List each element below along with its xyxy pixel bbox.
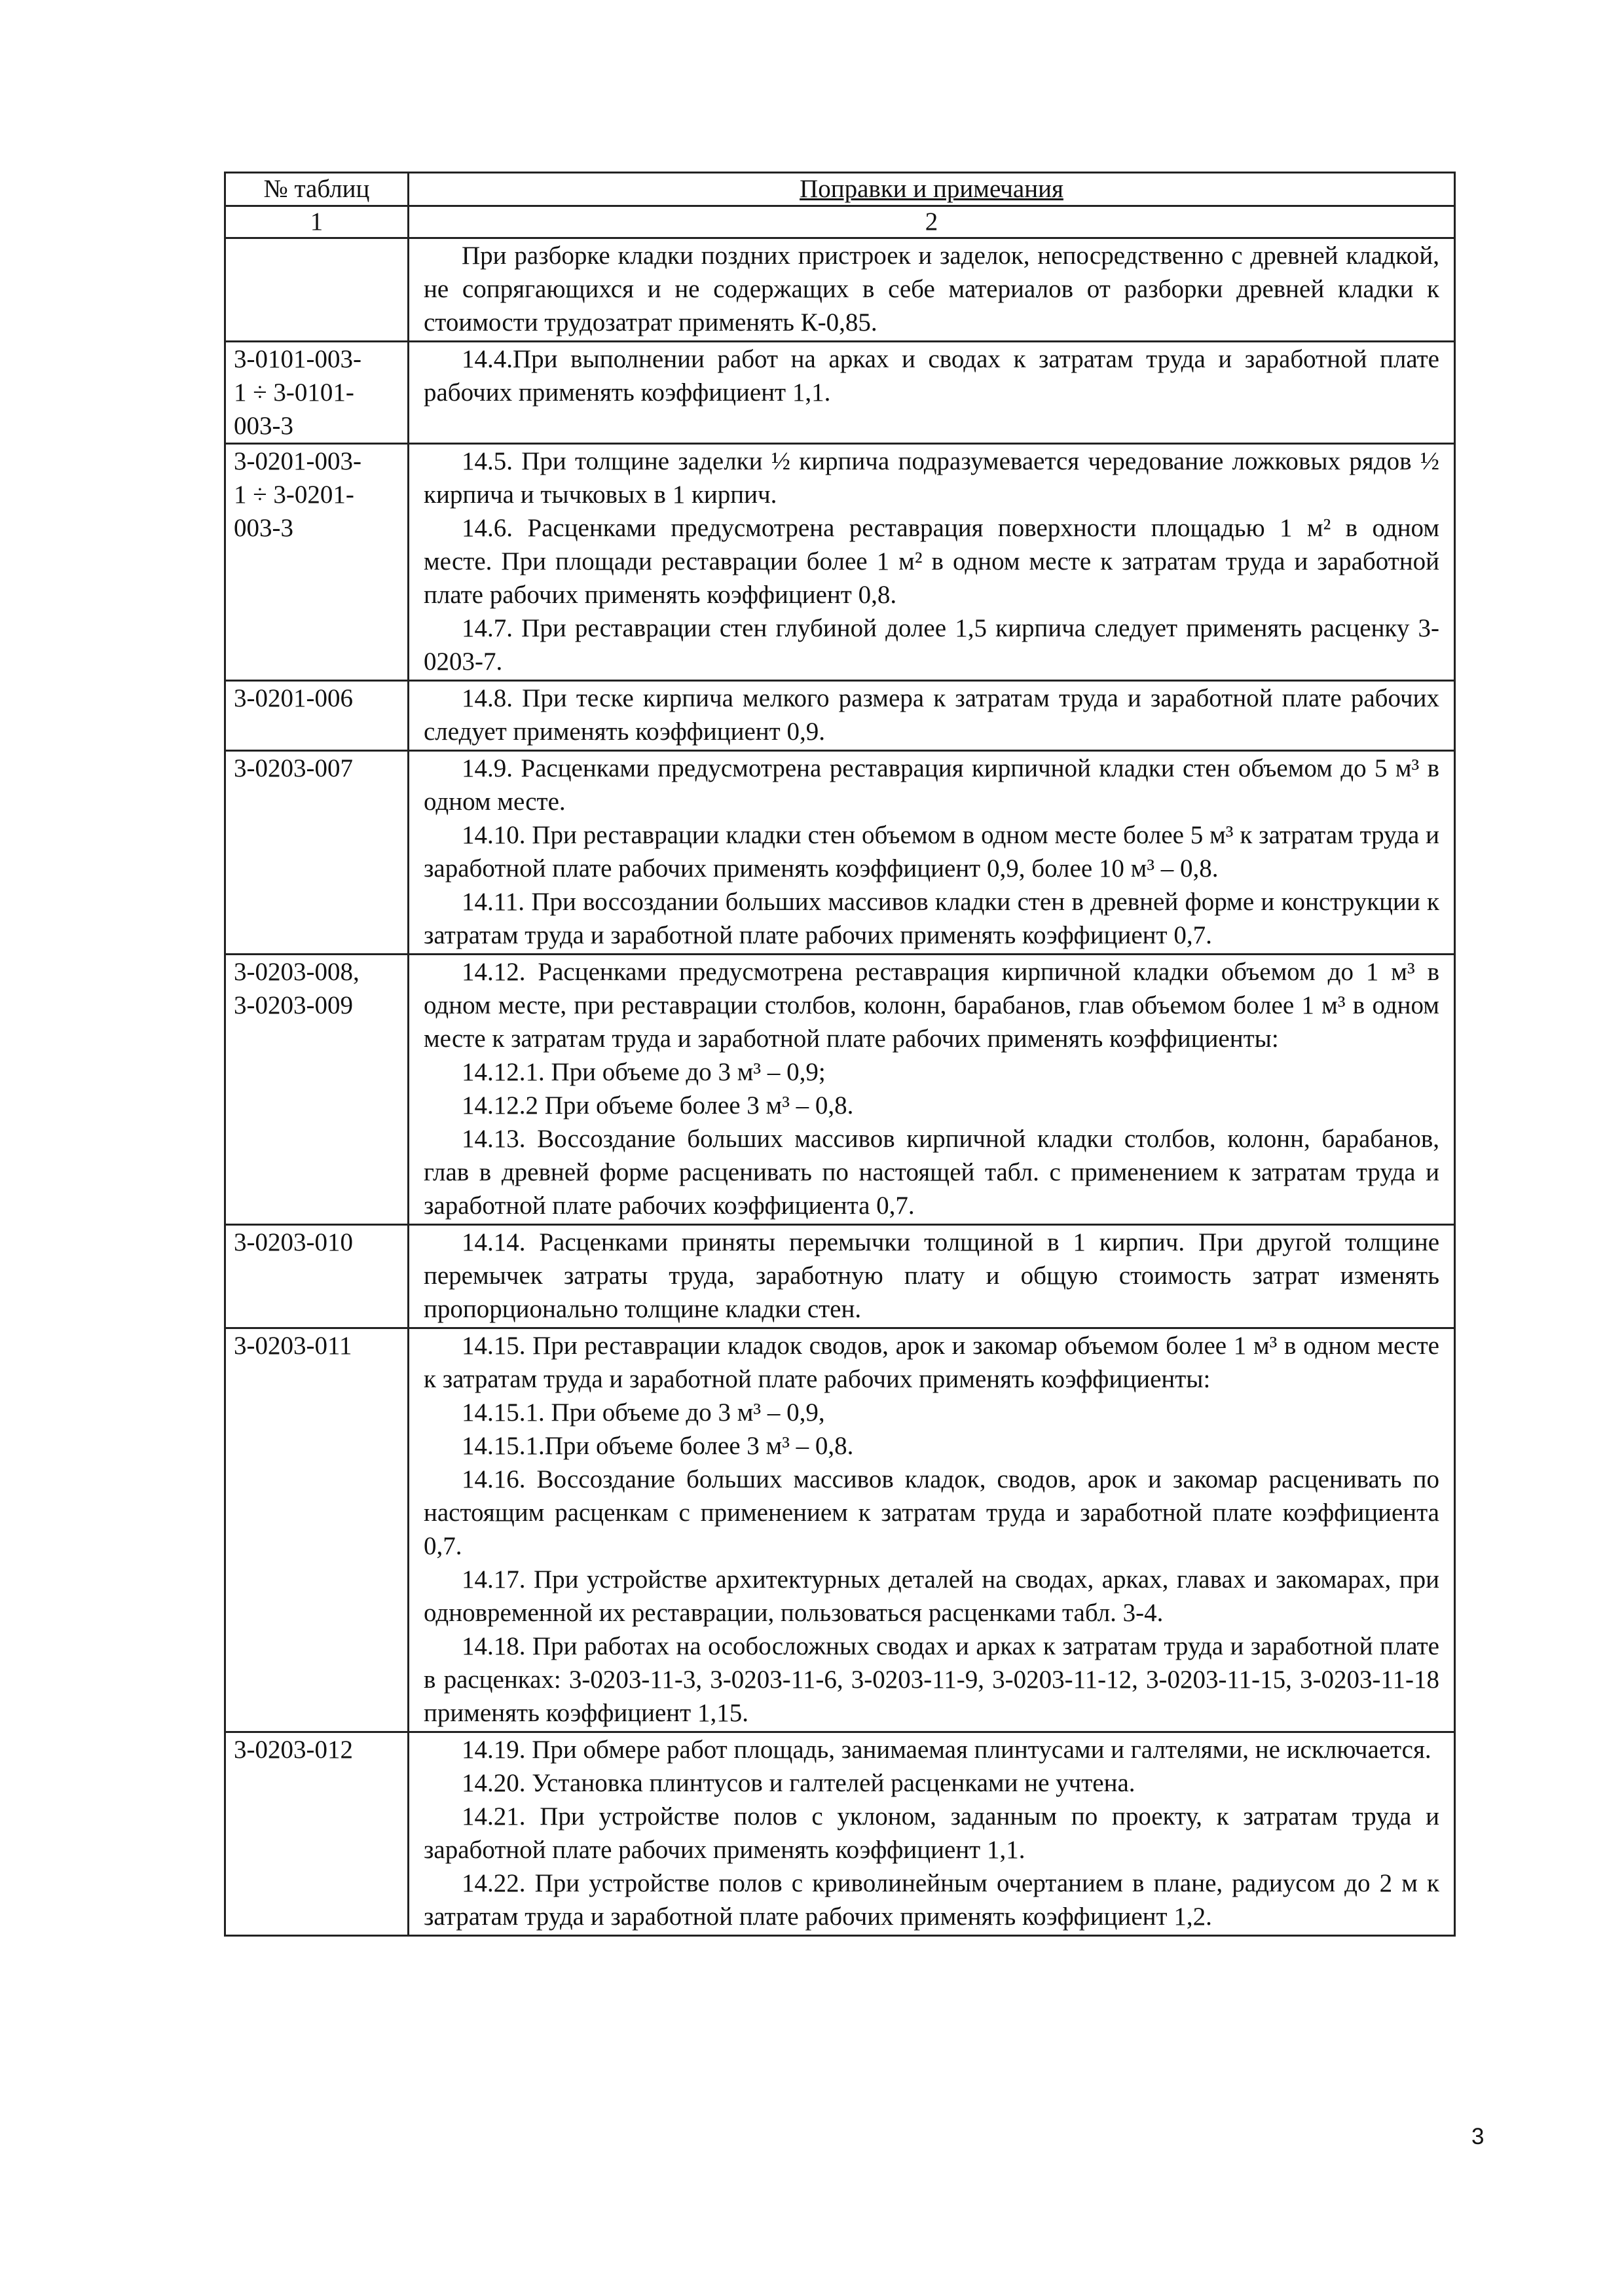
row-notes [409,1732,1455,1936]
note-paragraph: 14.8. При теске кирпича мелкого размера к затратам труда и заработной плате рабочих следует применять коэффициент 0,9. [424,684,1439,746]
note-paragraph: 14.19. При обмере работ площадь, занимаемая плинтусами и галтелями, не исключается. [462,1736,1431,1764]
row-table-code: 3-0203-008, 3-0203-009 [225,955,409,1225]
column-number-1: 1 [225,206,409,238]
row-notes [409,342,1455,444]
note-paragraph: 14.15.1. При объеме до 3 м³ – 0,9, [462,1398,825,1427]
note-paragraph: 14.12. Расценками предусмотрена реставрация кирпичной кладки объемом до 1 м³ в одном месте, при реставрации столбов, колонн, барабанов, глав объемом более 1 м³ в одном месте к затратам труда и заработной плате рабочих применять коэффициенты: [424,958,1439,1053]
note-paragraph: 14.15. При реставрации кладок сводов, арок и закомар объемом более 1 м³ в одном месте к затратам труда и заработной плате рабочих применять коэффициенты: [424,1332,1439,1393]
row-notes [409,681,1455,751]
column-numbering-row [225,206,1455,238]
table-row [225,1732,1455,1936]
page-number: 3 [1471,2124,1485,2149]
row-table-code: 3-0201-006 [225,681,409,751]
table-row [225,1328,1455,1732]
row-notes [409,751,1455,955]
row-table-code: 3-0203-011 [225,1328,409,1732]
note-paragraph: 14.7. При реставрации стен глубиной долее 1,5 кирпича следует применять расценку 3-0203-7. [424,614,1439,676]
table-row [225,1225,1455,1328]
row-table-code: 3-0203-010 [225,1225,409,1328]
row-table-code: 3-0201-003- 1 ÷ 3-0201- 003-3 [225,444,409,681]
row-table-code: 3-0203-012 [225,1732,409,1936]
table-row [225,444,1455,681]
note-paragraph: 14.9. Расценками предусмотрена реставрация кирпичной кладки стен объемом до 5 м³ в одном месте. [424,754,1439,816]
row-notes [409,238,1455,342]
note-paragraph: 14.5. При толщине заделки ½ кирпича подразумевается чередование ложковых рядов ½ кирпича и тычковых в 1 кирпич. [424,447,1439,509]
header-table-number: № таблиц [225,173,409,206]
table-row [225,238,1455,342]
note-paragraph: 14.20. Установка плинтусов и галтелей расценками не учтена. [462,1769,1135,1797]
row-table-code: 3-0203-007 [225,751,409,955]
corrections-table [224,172,1456,1937]
header-corrections-notes: Поправки и примечания [409,173,1455,206]
row-table-code [225,238,409,342]
table-row [225,751,1455,955]
note-paragraph: 14.21. При устройстве полов с уклоном, заданным по проекту, к затратам труда и заработной плате рабочих применять коэффициент 1,1. [424,1802,1439,1864]
note-paragraph: 14.15.1.При объеме более 3 м³ – 0,8. [462,1432,854,1460]
note-paragraph: 14.17. При устройстве архитектурных деталей на сводах, арках, главах и закомарах, при одновременной их реставрации, пользоваться расценками табл. 3-4. [424,1565,1439,1627]
note-paragraph: 14.13. Воссоздание больших массивов кирпичной кладки столбов, колонн, барабанов, глав в древней форме расценивать по настоящей табл. с применением к затратам труда и заработной плате рабочих коэффициента 0,7. [424,1125,1439,1220]
note-paragraph: 14.12.1. При объеме до 3 м³ – 0,9; [462,1058,826,1086]
note-paragraph: 14.22. При устройстве полов с криволинейным очертанием в плане, радиусом до 2 м к затратам труда и заработной плате рабочих применять коэффициент 1,2. [424,1869,1439,1931]
row-notes [409,955,1455,1225]
note-paragraph: 14.11. При воссоздании больших массивов кладки стен в древней форме и конструкции к затратам труда и заработной плате рабочих применять коэффициент 0,7. [424,888,1439,949]
note-paragraph: 14.4.При выполнении работ на арках и сводах к затратам труда и заработной плате рабочих применять коэффициент 1,1. [424,345,1439,407]
row-notes [409,1328,1455,1732]
table-row [225,955,1455,1225]
note-paragraph: 14.16. Воссоздание больших массивов кладок, сводов, арок и закомар расценивать по настоящим расценкам с применением к затратам труда и заработной плате коэффициента 0,7. [424,1465,1439,1560]
table-row [225,681,1455,751]
note-paragraph: 14.12.2 При объеме более 3 м³ – 0,8. [462,1091,854,1120]
note-paragraph: 14.14. Расценками приняты перемычки толщиной в 1 кирпич. При другой толщине перемычек затраты труда, заработную плату и общую стоимость затрат изменять пропорционально толщине кладки стен. [424,1228,1439,1323]
row-table-code: 3-0101-003- 1 ÷ 3-0101- 003-3 [225,342,409,444]
table-header-row [225,173,1455,206]
note-paragraph: При разборке кладки поздних пристроек и заделок, непосредственно с древней кладкой, не сопрягающихся и не содержащих в себе материалов от разборки древней кладки к стоимости трудозатрат применять К-0,85. [424,242,1439,337]
note-paragraph: 14.18. При работах на особосложных сводах и арках к затратам труда и заработной плате в расценках: 3-0203-11-3, 3-0203-11-6, 3-0203-11-9, 3-0203-11-12, 3-0203-11-15, 3-0203-11-18 применять коэффициент 1,15. [424,1632,1439,1727]
note-paragraph: 14.6. Расценками предусмотрена реставрация поверхности площадью 1 м² в одном месте. При площади реставрации более 1 м² в одном месте к затратам труда и заработной плате рабочих применять коэффициент 0,8. [424,514,1439,609]
column-number-2: 2 [409,206,1455,238]
note-paragraph: 14.10. При реставрации кладки стен объемом в одном месте более 5 м³ к затратам труда и заработной плате рабочих применять коэффициент 0,9, более 10 м³ – 0,8. [424,821,1439,883]
table-row [225,342,1455,444]
row-notes [409,1225,1455,1328]
table-body [225,238,1455,1936]
row-notes [409,444,1455,681]
